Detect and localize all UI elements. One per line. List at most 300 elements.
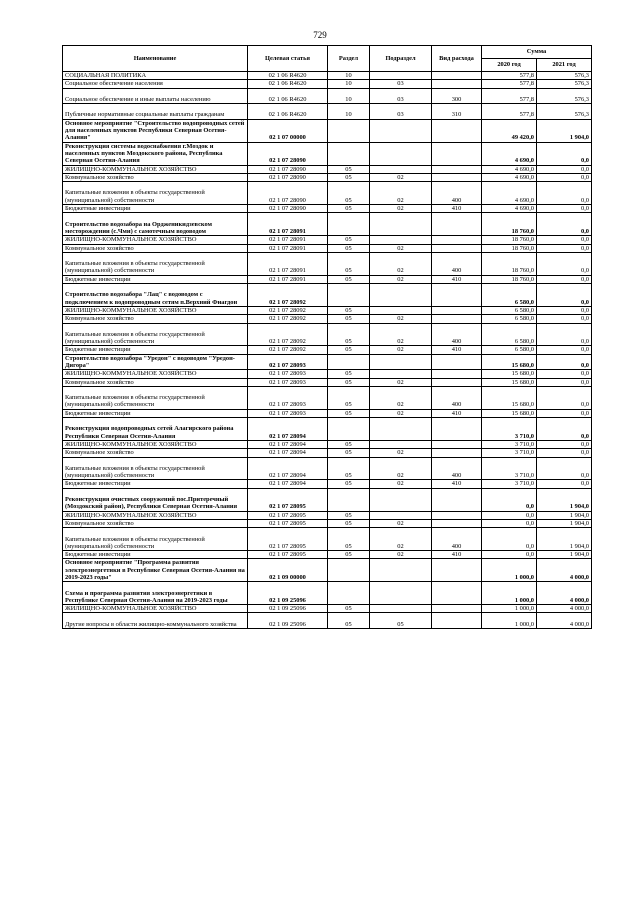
row-name: Коммунальное хозяйство: [63, 173, 248, 181]
row-expense-type: [432, 418, 482, 441]
row-subsection: [370, 511, 432, 519]
table-row: [63, 511, 592, 519]
row-expense-type: [432, 315, 482, 323]
row-expense-type: [432, 511, 482, 519]
row-name: ЖИЛИЩНО-КОММУНАЛЬНОЕ ХОЗЯЙСТВО: [63, 306, 248, 314]
row-expense-type: [432, 306, 482, 314]
row-subsection: [370, 72, 432, 80]
row-expense-type: [432, 236, 482, 244]
row-sum-2020: 4 690,0: [482, 205, 537, 213]
row-section: 10: [328, 80, 370, 88]
row-section: [328, 582, 370, 605]
row-sum-2020: 6 580,0: [482, 346, 537, 354]
row-sum-2021: 576,3: [537, 80, 592, 88]
row-expense-type: [432, 559, 482, 582]
row-expense-type: 310: [432, 104, 482, 120]
row-sum-2021: 576,3: [537, 72, 592, 80]
row-sum-2021: 0,0: [537, 346, 592, 354]
row-expense-type: [432, 142, 482, 165]
row-section: 05: [328, 449, 370, 457]
row-code: 02 1 07 28090: [248, 165, 328, 173]
row-subsection: 03: [370, 104, 432, 120]
row-code: 02 1 07 28091: [248, 236, 328, 244]
row-expense-type: 400: [432, 182, 482, 205]
row-sum-2020: 4 690,0: [482, 173, 537, 181]
row-sum-2021: 0,0: [537, 182, 592, 205]
row-expense-type: [432, 378, 482, 386]
row-sum-2021: 4 000,0: [537, 613, 592, 629]
row-sum-2020: 1 000,0: [482, 582, 537, 605]
row-section: [328, 142, 370, 165]
row-expense-type: [432, 449, 482, 457]
row-subsection: 02: [370, 315, 432, 323]
table-row: [63, 88, 592, 104]
table-row: [63, 370, 592, 378]
row-sum-2021: 1 904,0: [537, 488, 592, 511]
row-sum-2020: 577,8: [482, 88, 537, 104]
table-row: [63, 440, 592, 448]
table-row: [63, 354, 592, 370]
row-expense-type: 400: [432, 528, 482, 551]
row-subsection: [370, 605, 432, 613]
row-subsection: 05: [370, 613, 432, 629]
row-section: 05: [328, 528, 370, 551]
row-sum-2021: 0,0: [537, 275, 592, 283]
row-section: [328, 284, 370, 307]
row-sum-2021: 0,0: [537, 370, 592, 378]
row-section: [328, 418, 370, 441]
row-sum-2020: 15 680,0: [482, 378, 537, 386]
row-code: 02 1 07 28095: [248, 551, 328, 559]
row-sum-2021: 1 904,0: [537, 551, 592, 559]
row-expense-type: 300: [432, 88, 482, 104]
row-expense-type: [432, 284, 482, 307]
row-name: Социальное обеспечение и иные выплаты населению: [63, 88, 248, 104]
row-sum-2021: 0,0: [537, 142, 592, 165]
row-section: 05: [328, 378, 370, 386]
row-subsection: [370, 559, 432, 582]
row-sum-2020: 0,0: [482, 488, 537, 511]
row-expense-type: [432, 80, 482, 88]
row-code: 02 1 07 28093: [248, 354, 328, 370]
row-name: Реконструкция системы водоснабжения г.Моздок и населенных пунктов Моздокского района, Республика Северная Осетия-Алания: [63, 142, 248, 165]
row-code: 02 1 07 00000: [248, 119, 328, 142]
table-row: [63, 275, 592, 283]
row-code: 02 1 07 28090: [248, 173, 328, 181]
row-sum-2020: 0,0: [482, 519, 537, 527]
row-sum-2021: 0,0: [537, 418, 592, 441]
table-row: [63, 323, 592, 346]
table-row: [63, 236, 592, 244]
row-sum-2021: 0,0: [537, 284, 592, 307]
row-subsection: 02: [370, 346, 432, 354]
row-subsection: 03: [370, 80, 432, 88]
row-sum-2020: 3 710,0: [482, 457, 537, 480]
header-expense-type: Вид расхода: [432, 46, 482, 72]
row-subsection: [370, 370, 432, 378]
row-subsection: 02: [370, 480, 432, 488]
row-section: 05: [328, 205, 370, 213]
row-name: Бюджетные инвестиции: [63, 346, 248, 354]
row-code: 02 1 07 28094: [248, 418, 328, 441]
row-code: 02 1 06 R4620: [248, 88, 328, 104]
row-sum-2021: 1 904,0: [537, 511, 592, 519]
row-name: Коммунальное хозяйство: [63, 378, 248, 386]
row-expense-type: [432, 165, 482, 173]
row-name: Реконструкция очистных сооружений пос.Притеречный (Моздокский район), Республики Северная Осетия-Алания: [63, 488, 248, 511]
row-code: 02 1 07 28095: [248, 511, 328, 519]
table-row: [63, 244, 592, 252]
row-name: Коммунальное хозяйство: [63, 449, 248, 457]
page-number: 729: [313, 30, 327, 40]
row-subsection: 02: [370, 528, 432, 551]
row-subsection: [370, 236, 432, 244]
table-row: [63, 559, 592, 582]
row-code: 02 1 07 28093: [248, 386, 328, 409]
row-section: 05: [328, 182, 370, 205]
header-name: Наименование: [63, 46, 248, 72]
table-row: [63, 386, 592, 409]
row-section: [328, 559, 370, 582]
row-sum-2021: 576,3: [537, 104, 592, 120]
row-expense-type: 410: [432, 275, 482, 283]
row-subsection: 02: [370, 409, 432, 417]
row-code: 02 1 07 28093: [248, 409, 328, 417]
table-row: [63, 182, 592, 205]
row-sum-2021: 0,0: [537, 480, 592, 488]
row-sum-2020: 6 580,0: [482, 323, 537, 346]
row-sum-2021: 0,0: [537, 244, 592, 252]
header-code: Целевая статья: [248, 46, 328, 72]
row-expense-type: [432, 370, 482, 378]
row-name: Основное мероприятие "Строительство водопроводных сетей для населенных пунктов Республики Северная Осетия-Алания": [63, 119, 248, 142]
header-year-2020: 2020 год: [482, 59, 537, 72]
row-code: 02 1 07 28093: [248, 370, 328, 378]
row-section: 05: [328, 605, 370, 613]
table-row: [63, 449, 592, 457]
row-sum-2020: 1 000,0: [482, 605, 537, 613]
table-row: [63, 605, 592, 613]
row-sum-2020: 18 760,0: [482, 244, 537, 252]
row-sum-2020: 0,0: [482, 511, 537, 519]
row-expense-type: 410: [432, 409, 482, 417]
table-row: [63, 409, 592, 417]
row-subsection: 02: [370, 378, 432, 386]
row-sum-2021: 0,0: [537, 457, 592, 480]
row-expense-type: [432, 519, 482, 527]
row-subsection: 02: [370, 449, 432, 457]
row-section: 05: [328, 386, 370, 409]
row-subsection: [370, 488, 432, 511]
row-section: 05: [328, 236, 370, 244]
table-row: [63, 165, 592, 173]
row-subsection: [370, 354, 432, 370]
row-code: 02 1 07 28091: [248, 252, 328, 275]
row-sum-2020: 577,8: [482, 72, 537, 80]
row-expense-type: [432, 582, 482, 605]
row-sum-2020: 6 580,0: [482, 315, 537, 323]
row-sum-2021: 0,0: [537, 205, 592, 213]
row-code: 02 1 09 00000: [248, 559, 328, 582]
row-subsection: 02: [370, 205, 432, 213]
budget-table: [62, 45, 592, 629]
row-sum-2020: 18 760,0: [482, 275, 537, 283]
table-row: [63, 104, 592, 120]
row-sum-2020: 15 680,0: [482, 409, 537, 417]
row-section: 05: [328, 306, 370, 314]
row-name: Публичные нормативные социальные выплаты гражданам: [63, 104, 248, 120]
row-code: 02 1 09 25096: [248, 582, 328, 605]
row-expense-type: [432, 354, 482, 370]
row-code: 02 1 09 25096: [248, 605, 328, 613]
row-name: Схема и программа развития электроэнергетики в Республике Северная Осетия-Алания на 2019-2023 годы: [63, 582, 248, 605]
row-expense-type: [432, 488, 482, 511]
row-sum-2021: 0,0: [537, 378, 592, 386]
row-name: Основное мероприятие "Программа развития электроэнергетики в Республике Северная Осетия-Алания на 2019-2023 годы": [63, 559, 248, 582]
row-name: СОЦИАЛЬНАЯ ПОЛИТИКА: [63, 72, 248, 80]
table-row: [63, 142, 592, 165]
row-section: 10: [328, 72, 370, 80]
header-year-2021: 2021 год: [537, 59, 592, 72]
row-expense-type: 410: [432, 346, 482, 354]
row-name: Социальное обеспечение населения: [63, 80, 248, 88]
table-row: [63, 252, 592, 275]
row-code: 02 1 07 28092: [248, 346, 328, 354]
row-sum-2020: 0,0: [482, 551, 537, 559]
row-sum-2021: 0,0: [537, 165, 592, 173]
row-section: 05: [328, 613, 370, 629]
table-row: [63, 613, 592, 629]
row-sum-2021: 0,0: [537, 173, 592, 181]
row-sum-2021: 0,0: [537, 252, 592, 275]
row-subsection: 02: [370, 275, 432, 283]
table-row: [63, 488, 592, 511]
row-name: Капитальные вложения в объекты государственной (муниципальной) собственности: [63, 528, 248, 551]
row-subsection: 02: [370, 252, 432, 275]
table-row: [63, 213, 592, 236]
row-code: 02 1 07 28092: [248, 323, 328, 346]
row-section: 05: [328, 323, 370, 346]
row-sum-2021: 0,0: [537, 306, 592, 314]
row-expense-type: 400: [432, 386, 482, 409]
row-expense-type: 410: [432, 551, 482, 559]
row-code: 02 1 07 28091: [248, 244, 328, 252]
row-sum-2021: 4 000,0: [537, 559, 592, 582]
row-name: Бюджетные инвестиции: [63, 480, 248, 488]
row-code: 02 1 06 R4620: [248, 72, 328, 80]
table-row: [63, 457, 592, 480]
row-name: ЖИЛИЩНО-КОММУНАЛЬНОЕ ХОЗЯЙСТВО: [63, 605, 248, 613]
row-section: 05: [328, 457, 370, 480]
row-code: 02 1 06 R4620: [248, 104, 328, 120]
row-code: 02 1 07 28095: [248, 488, 328, 511]
row-section: 05: [328, 409, 370, 417]
row-section: [328, 488, 370, 511]
row-sum-2020: 6 580,0: [482, 284, 537, 307]
row-name: Капитальные вложения в объекты государственной (муниципальной) собственности: [63, 323, 248, 346]
row-code: 02 1 07 28091: [248, 213, 328, 236]
row-name: Капитальные вложения в объекты государственной (муниципальной) собственности: [63, 457, 248, 480]
row-sum-2021: 0,0: [537, 409, 592, 417]
row-code: 02 1 07 28090: [248, 142, 328, 165]
row-name: Бюджетные инвестиции: [63, 409, 248, 417]
row-section: 05: [328, 315, 370, 323]
row-name: Капитальные вложения в объекты государственной (муниципальной) собственности: [63, 386, 248, 409]
row-sum-2020: 1 000,0: [482, 613, 537, 629]
row-expense-type: 410: [432, 205, 482, 213]
row-subsection: 02: [370, 386, 432, 409]
row-section: 05: [328, 346, 370, 354]
row-code: 02 1 07 28092: [248, 306, 328, 314]
row-section: 05: [328, 275, 370, 283]
row-subsection: 02: [370, 457, 432, 480]
row-sum-2020: 49 420,0: [482, 119, 537, 142]
row-expense-type: 400: [432, 323, 482, 346]
row-name: ЖИЛИЩНО-КОММУНАЛЬНОЕ ХОЗЯЙСТВО: [63, 511, 248, 519]
table-row: [63, 315, 592, 323]
row-sum-2021: 0,0: [537, 440, 592, 448]
row-subsection: 02: [370, 244, 432, 252]
row-sum-2020: 4 690,0: [482, 165, 537, 173]
table-row: [63, 173, 592, 181]
header-sum: Сумма: [482, 46, 592, 59]
row-name: ЖИЛИЩНО-КОММУНАЛЬНОЕ ХОЗЯЙСТВО: [63, 440, 248, 448]
row-code: 02 1 07 28095: [248, 519, 328, 527]
row-sum-2020: 577,8: [482, 104, 537, 120]
row-code: 02 1 09 25096: [248, 613, 328, 629]
row-section: 05: [328, 244, 370, 252]
row-sum-2021: 0,0: [537, 323, 592, 346]
row-code: 02 1 07 28092: [248, 315, 328, 323]
header-subsection: Подраздел: [370, 46, 432, 72]
row-subsection: 02: [370, 519, 432, 527]
row-expense-type: [432, 244, 482, 252]
row-sum-2020: 1 000,0: [482, 559, 537, 582]
row-subsection: 02: [370, 323, 432, 346]
row-code: 02 1 07 28095: [248, 528, 328, 551]
table-row: [63, 378, 592, 386]
row-name: Бюджетные инвестиции: [63, 205, 248, 213]
row-sum-2021: 0,0: [537, 386, 592, 409]
row-sum-2021: 1 904,0: [537, 519, 592, 527]
header-section: Раздел: [328, 46, 370, 72]
row-subsection: [370, 582, 432, 605]
row-section: 10: [328, 88, 370, 104]
row-name: Реконструкция водопроводных сетей Алагирского района Республики Северная Осетия-Алания: [63, 418, 248, 441]
row-sum-2020: 3 710,0: [482, 480, 537, 488]
row-code: 02 1 07 28090: [248, 205, 328, 213]
row-name: Коммунальное хозяйство: [63, 519, 248, 527]
row-code: 02 1 07 28091: [248, 275, 328, 283]
table-row: [63, 480, 592, 488]
table-row: [63, 582, 592, 605]
row-code: 02 1 07 28094: [248, 457, 328, 480]
row-expense-type: [432, 440, 482, 448]
row-section: 05: [328, 480, 370, 488]
table-row: [63, 346, 592, 354]
row-expense-type: [432, 213, 482, 236]
row-subsection: [370, 119, 432, 142]
row-sum-2021: 1 904,0: [537, 119, 592, 142]
row-section: 05: [328, 511, 370, 519]
row-name: Капитальные вложения в объекты государственной (муниципальной) собственности: [63, 252, 248, 275]
row-expense-type: 400: [432, 457, 482, 480]
row-expense-type: 410: [432, 480, 482, 488]
row-code: 02 1 07 28094: [248, 440, 328, 448]
row-expense-type: [432, 72, 482, 80]
row-name: Строительство водозабора "Лац" с водоводом с подключением к водопроводным сетям п.Верхний Фиагдон: [63, 284, 248, 307]
row-code: 02 1 07 28090: [248, 182, 328, 205]
row-section: 05: [328, 551, 370, 559]
table-body: [63, 72, 592, 629]
row-sum-2020: 0,0: [482, 528, 537, 551]
row-section: [328, 354, 370, 370]
row-section: 05: [328, 252, 370, 275]
row-expense-type: 400: [432, 252, 482, 275]
row-name: Бюджетные инвестиции: [63, 551, 248, 559]
row-name: Бюджетные инвестиции: [63, 275, 248, 283]
row-sum-2021: 4 000,0: [537, 605, 592, 613]
row-name: Коммунальное хозяйство: [63, 244, 248, 252]
row-section: 05: [328, 370, 370, 378]
row-expense-type: [432, 119, 482, 142]
row-subsection: 02: [370, 173, 432, 181]
row-sum-2020: 3 710,0: [482, 418, 537, 441]
table-row: [63, 80, 592, 88]
row-section: [328, 213, 370, 236]
row-name: ЖИЛИЩНО-КОММУНАЛЬНОЕ ХОЗЯЙСТВО: [63, 165, 248, 173]
row-section: 05: [328, 173, 370, 181]
row-sum-2021: 1 904,0: [537, 528, 592, 551]
row-subsection: 02: [370, 551, 432, 559]
row-subsection: [370, 142, 432, 165]
row-expense-type: [432, 613, 482, 629]
row-name: ЖИЛИЩНО-КОММУНАЛЬНОЕ ХОЗЯЙСТВО: [63, 370, 248, 378]
row-sum-2020: 15 680,0: [482, 386, 537, 409]
table-row: [63, 519, 592, 527]
row-name: Капитальные вложения в объекты государственной (муниципальной) собственности: [63, 182, 248, 205]
table-row: [63, 72, 592, 80]
row-name: Строительство водозабора "Уредон" с водоводом "Уредон-Дигора": [63, 354, 248, 370]
table-row: [63, 119, 592, 142]
row-section: [328, 119, 370, 142]
row-sum-2021: 0,0: [537, 236, 592, 244]
row-sum-2020: 18 760,0: [482, 236, 537, 244]
row-sum-2020: 4 690,0: [482, 182, 537, 205]
row-subsection: [370, 418, 432, 441]
row-sum-2020: 577,8: [482, 80, 537, 88]
row-section: 05: [328, 440, 370, 448]
row-section: 10: [328, 104, 370, 120]
table-row: [63, 205, 592, 213]
row-code: 02 1 06 R4620: [248, 80, 328, 88]
row-sum-2021: 0,0: [537, 354, 592, 370]
row-subsection: [370, 213, 432, 236]
row-sum-2020: 6 580,0: [482, 306, 537, 314]
row-code: 02 1 07 28093: [248, 378, 328, 386]
table-row: [63, 551, 592, 559]
row-section: 05: [328, 165, 370, 173]
row-sum-2020: 18 760,0: [482, 252, 537, 275]
row-name: Строительство водозабора на Ордженикидзевском месторождении (с.Чми) с самотечным водоводом: [63, 213, 248, 236]
row-name: Коммунальное хозяйство: [63, 315, 248, 323]
row-name: Другие вопросы в области жилищно-коммунального хозяйства: [63, 613, 248, 629]
row-sum-2021: 576,3: [537, 88, 592, 104]
row-sum-2021: 0,0: [537, 213, 592, 236]
row-sum-2020: 18 760,0: [482, 213, 537, 236]
row-subsection: 03: [370, 88, 432, 104]
row-expense-type: [432, 173, 482, 181]
